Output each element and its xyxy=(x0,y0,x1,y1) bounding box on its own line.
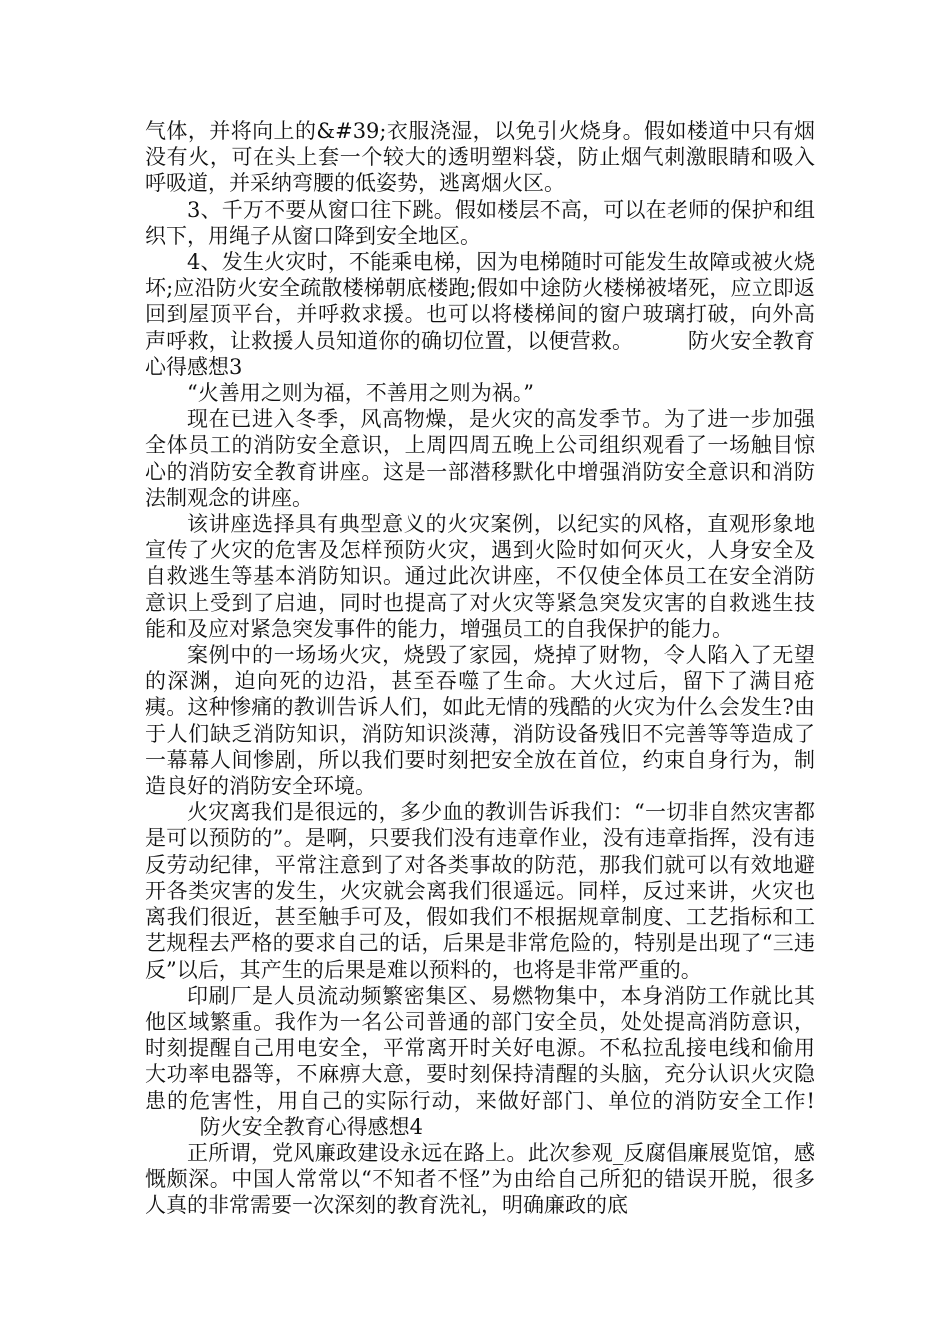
paragraph-text: 印刷厂是人员流动频繁密集区、易燃物集中，本身消防工作就比其他区域繁重。我作为一名公司普通的部门安全员，处处提高消防意识，时刻提醒自己用电安全，平常离开时关好电源。不私拉乱接电线和偷用大功率电器等，不麻痹大意，要时刻保持清醒的头脑，充分认识火灾隐患的危害性，用自己的实际行动，来做好部门、单位的消防安全工作! xyxy=(145,983,815,1113)
paragraph-winter-season xyxy=(145,406,815,511)
paragraph-text: 火灾离我们是很远的，多少血的教训告诉我们：“一切非自然灾害都是可以预防的”。是啊，只要我们没有违章作业，没有违章指挥，没有违反劳动纪律，平常注意到了对各类事故的防范，那我们就可以有效地避开各类灾害的发生，火灾就会离我们很遥远。同样，反过来讲，火灾也离我们很近，甚至触手可及，假如我们不根据规章制度、工艺指标和工艺规程去严格的要求自己的话，后果是非常危险的，特别是出现了“三违反”以后，其产生的后果是难以预料的，也将是非常严重的。 xyxy=(145,800,815,982)
section-heading-3: 防火安全教育心得感想3 xyxy=(145,328,816,379)
quote-text: “火善用之则为福，不善用之则为祸。” xyxy=(187,381,534,406)
section-heading-4: 防火安全教育心得感想4 xyxy=(199,1114,423,1139)
paragraph-text: 该讲座选择具有典型意义的火灾案例，以纪实的风格，直观形象地宣传了火灾的危害及怎样预防火灾，遇到火险时如何灭火，人身安全及自救逃生等基本消防知识。通过此次讲座，不仅使全体员工在安全消防意识上受到了启迪，同时也提高了对火灾等紧急突发灾害的自救逃生技能和及应对紧急突发事件的能力，增强员工的自我保护的能力。 xyxy=(145,512,815,641)
paragraph-text: 正所谓，党风廉政建设永远在路上。此次参观_反腐倡廉展览馆，感慨颇深。中国人常常以“不知者不怪”为由给自己所犯的错误开脱，很多人真的非常需要一次深刻的教育洗礼，明确廉政的底 xyxy=(145,1140,815,1218)
paragraph-text: 3、千万不要从窗口往下跳。假如楼层不高，可以在老师的保护和组织下，用绳子从窗口降到安全地区。 xyxy=(145,197,815,248)
paragraph-escape-smoke xyxy=(145,118,815,197)
paragraph-integrity xyxy=(145,1140,815,1219)
paragraph-printing-plant xyxy=(145,983,815,1140)
paragraph-fire-cases xyxy=(145,642,815,799)
paragraph-lecture-summary xyxy=(145,511,815,642)
paragraph-fire-prevention xyxy=(145,799,815,982)
paragraph-tip-3 xyxy=(145,197,815,249)
paragraph-tip-4 xyxy=(145,249,815,380)
paragraph-text: 现在已进入冬季，风高物燥，是火灾的高发季节。为了进一步加强全体员工的消防安全意识，上周四周五晚上公司组织观看了一场触目惊心的消防安全教育讲座。这是一部潜移默化中增强消防安全意识和消防法制观念的讲座。 xyxy=(145,407,815,510)
paragraph-text: 4、发生火灾时，不能乘电梯，因为电梯随时可能发生故障或被火烧坏;应沿防火安全疏散楼梯朝底楼跑;假如中途防火楼梯被堵死，应立即返回到屋顶平台，并呼救求援。也可以将楼梯间的窗户玻璃打破，向外高声呼救，让救援人员知道你的确切位置，以便营救。 xyxy=(145,250,815,353)
paragraph-text: 案例中的一场场火灾，烧毁了家园，烧掉了财物，令人陷入了无望的深渊，迫向死的边沿，甚至吞噬了生命。大火过后，留下了满目疮痍。这种惨痛的教训告诉人们，如此无情的残酷的火灾为什么会发生?由于人们缺乏消防知识，消防知识淡薄，消防设备残旧不完善等等造成了一幕幕人间惨剧，所以我们要时刻把安全放在首位，约束自身行为，制造良好的消防安全环境。 xyxy=(145,643,815,799)
paragraph-quote xyxy=(145,380,815,406)
paragraph-text: 气体，并将向上的&#39;衣服浇湿，以免引火烧身。假如楼道中只有烟没有火，可在头上套一个较大的透明塑料袋，防止烟气刺激眼睛和吸入呼吸道，并采纳弯腰的低姿势，逃离烟火区。 xyxy=(145,119,815,196)
document-body xyxy=(145,118,815,1219)
